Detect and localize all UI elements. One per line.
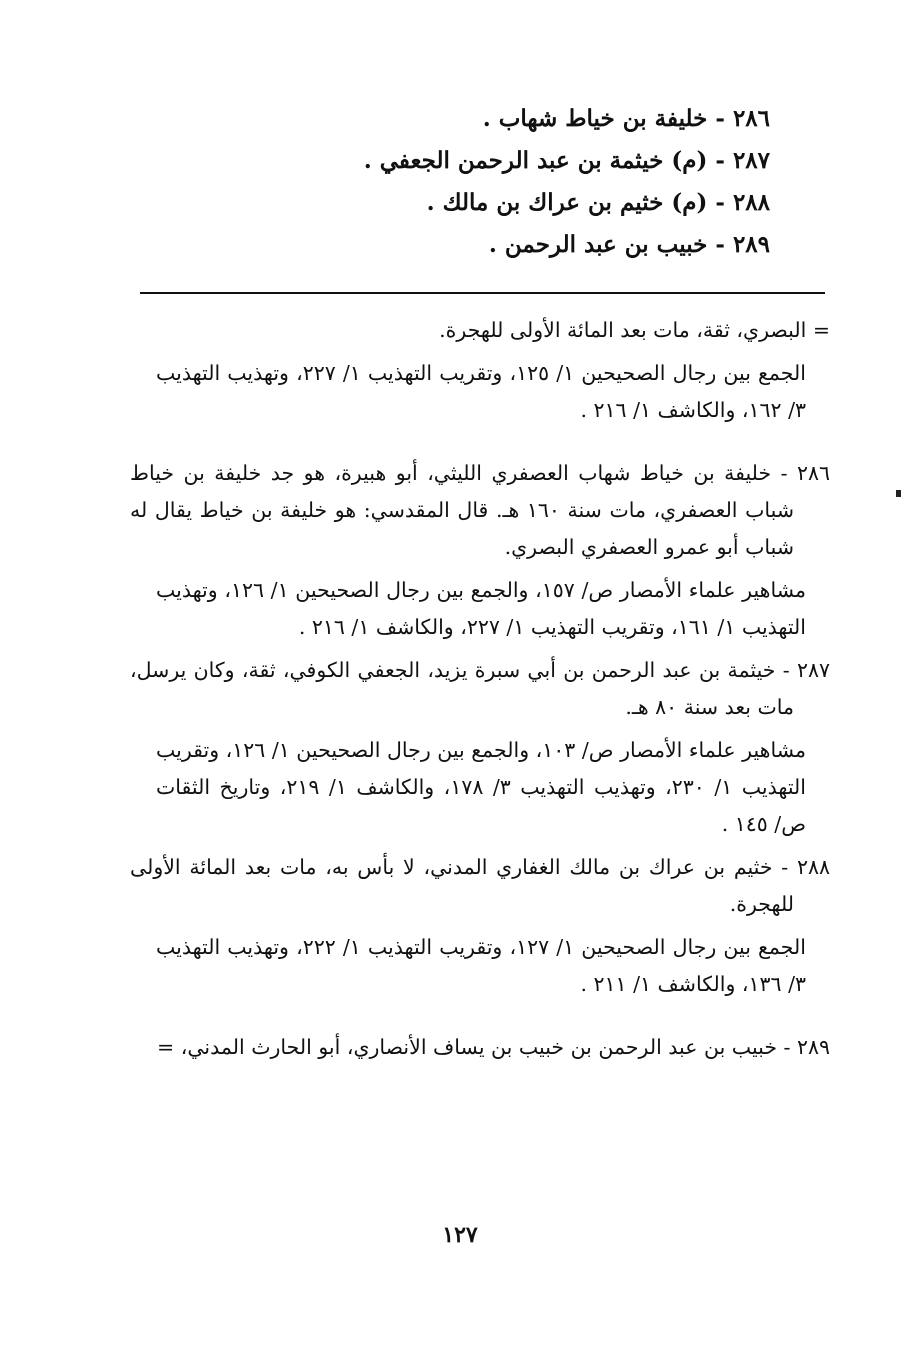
footnote-sources-287: مشاهير علماء الأمصار ص/ ١٠٣، والجمع بين رجال الصحيحين ١/ ١٢٦، وتقريب التهذيب ١/ ٢٣٠، وتهذيب التهذيب ٣/ ١٧٨، والكاشف ١/ ٢١٩، وتاريخ الثقات ص/ ١٤٥ . — [156, 738, 806, 836]
footnote-sources: الجمع بين رجال الصحيحين ١/ ١٢٥، وتقريب التهذيب ١/ ٢٢٧، وتهذيب التهذيب ٣/ ١٦٢، والكاشف ١/ ٢١٦ . — [156, 361, 806, 422]
footnote-entry-287: ٢٨٧ - خيثمة بن عبد الرحمن بن أبي سبرة يزيد، الجعفي الكوفي، ثقة، وكان يرسل، مات بعد سنة ٨٠ هـ. — [130, 658, 830, 719]
page-number: ١٢٧ — [442, 1222, 478, 1248]
margin-mark — [896, 490, 901, 497]
footnote-continuation: = البصري، ثقة، مات بعد المائة الأولى للهجرة. — [439, 318, 830, 342]
footnote-sources-288: الجمع بين رجال الصحيحين ١/ ١٢٧، وتقريب التهذيب ١/ ٢٢٢، وتهذيب التهذيب ٣/ ١٣٦، والكاشف ١/ ٢١١ . — [156, 935, 806, 996]
footnote-separator-rule — [140, 292, 825, 294]
footnote-entry-286: ٢٨٦ - خليفة بن خياط شهاب العصفري الليثي، أبو هبيرة، هو جد خليفة بن خياط شباب العصفري، مات سنة ١٦٠ هـ. قال المقدسي: هو خليفة بن خياط يقال له شباب أبو عمرو العصفري البصري. — [130, 461, 830, 559]
footnote-entry-288: ٢٨٨ - خثيم بن عراك بن مالك الغفاري المدني، لا بأس به، مات بعد المائة الأولى للهجرة. — [130, 855, 830, 916]
main-entry: ٢٨٧ - (م) خيثمة بن عبد الرحمن الجعفي . — [363, 147, 770, 174]
main-entries-list — [360, 98, 770, 266]
main-entry: ٢٨٩ - خبيب بن عبد الرحمن . — [488, 231, 770, 258]
footnote-entry-289: ٢٨٩ - خبيب بن عبد الرحمن بن خبيب بن يساف الأنصاري، أبو الحارث المدني، = — [157, 1035, 830, 1059]
main-entry: ٢٨٦ - خليفة بن خياط شهاب . — [482, 105, 770, 132]
main-entry: ٢٨٨ - (م) خثيم بن عراك بن مالك . — [426, 189, 770, 216]
footnotes-section — [130, 312, 830, 1066]
footnote-sources-286: مشاهير علماء الأمصار ص/ ١٥٧، والجمع بين رجال الصحيحين ١/ ١٢٦، وتهذيب التهذيب ١/ ١٦١، وتقريب التهذيب ١/ ٢٢٧، والكاشف ١/ ٢١٦ . — [156, 578, 806, 639]
